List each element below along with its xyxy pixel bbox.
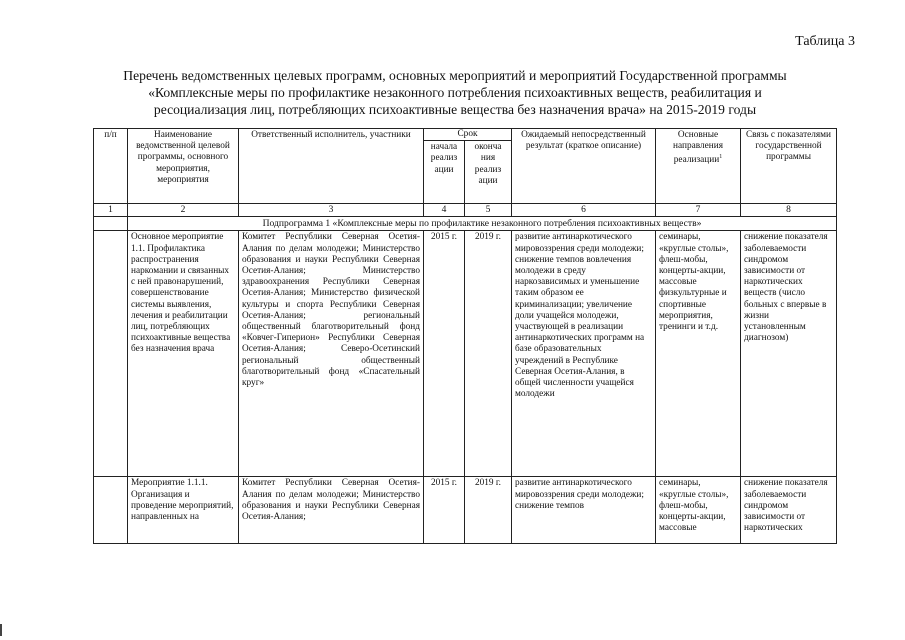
scan-edge-mark: [0, 624, 2, 636]
row-directions: семинары, «круглые столы», флеш-мобы, концерты-акции, массовые: [656, 477, 741, 544]
column-number: 7: [656, 204, 741, 217]
title-line-2: «Комплексные меры по профилактике незаконного потребления психоактивных веществ, реабилитация и: [148, 85, 762, 100]
header-num: п/п: [94, 129, 128, 204]
header-end: оконча ния реализ ации: [465, 141, 512, 204]
column-number: 1: [94, 204, 128, 217]
row-result: развитие антинаркотического мировоззрения среди молодежи; снижение темпов вовлечения молодежи в среду наркозависимых и уменьшение таким образом ее криминализации; увеличение доли учащейся молодежи, участвующей в реализации антинаркотических программ на базе образовательных учреждений в Республике Северная Осетия-Алания, в общей численности учащейся молодежи: [512, 231, 656, 477]
column-number: 2: [128, 204, 239, 217]
header-start: начала реализ ации: [424, 141, 465, 204]
header-row-1: [94, 129, 837, 141]
row-num: [94, 231, 128, 477]
row-end: 2019 г.: [465, 477, 512, 544]
subprogram-num-cell: [94, 217, 128, 231]
column-numbers-row: [94, 204, 837, 217]
header-link: Связь с показателями государственной программы: [741, 129, 837, 204]
row-name: Основное мероприятие 1.1. Профилактика распространения наркомании и связанных с ней правонарушений, совершенствование системы выявления, лечения и реабилитации лиц, потребляющих психоактивные вещества без назначения врача: [128, 231, 239, 477]
title-line-1: Перечень ведомственных целевых программ, основных мероприятий и мероприятий Государственной программы: [123, 68, 787, 83]
header-result: Ожидаемый непосредственный результат (краткое описание): [512, 129, 656, 204]
header-term: Срок: [424, 129, 512, 141]
row-end: 2019 г.: [465, 231, 512, 477]
column-number: 5: [465, 204, 512, 217]
header-executor: Ответственный исполнитель, участники: [239, 129, 424, 204]
row-start: 2015 г.: [424, 231, 465, 477]
row-num: [94, 477, 128, 544]
row-start: 2015 г.: [424, 477, 465, 544]
column-number: 8: [741, 204, 837, 217]
table-row: [94, 231, 837, 477]
column-number: 4: [424, 204, 465, 217]
row-link: снижение показателя заболеваемости синдромом зависимости от наркотических веществ (число больных с впервые в жизни установленным диагнозом): [741, 231, 837, 477]
column-number: 6: [512, 204, 656, 217]
subprogram-row: [94, 217, 837, 231]
header-name: Наименование ведомственной целевой программы, основного мероприятия, мероприятия: [128, 129, 239, 204]
table-label: Таблица 3: [795, 34, 855, 49]
row-name: Мероприятие 1.1.1. Организация и проведение мероприятий, направленных на: [128, 477, 239, 544]
row-executor: Комитет Республики Северная Осетия-Алания по делам молодежи; Министерство образования и науки Республики Северная Осетия-Алания;: [239, 477, 424, 544]
row-directions: семинары, «круглые столы», флеш-мобы, концерты-акции, массовые физкультурные и спортивные мероприятия, тренинги и т.д.: [656, 231, 741, 477]
subprogram-title: Подпрограмма 1 «Комплексные меры по профилактике незаконного потребления психоактивных веществ»: [128, 217, 837, 231]
title-line-3: ресоциализация лиц, потребляющих психоактивные вещества без назначения врача» на 2015-2019 годы: [153, 102, 757, 117]
document-title: [60, 67, 850, 118]
row-result: развитие антинаркотического мировоззрения среди молодежи; снижение темпов: [512, 477, 656, 544]
header-directions: [656, 129, 741, 204]
column-number: 3: [239, 204, 424, 217]
header-directions-text: Основные направления реализации: [673, 130, 723, 166]
footnote-mark: 1: [719, 154, 723, 161]
row-link: снижение показателя заболеваемости синдромом зависимости от наркотических: [741, 477, 837, 544]
row-executor: Комитет Республики Северная Осетия-Алания по делам молодежи; Министерство образования и науки Республики Северная Осетия-Алания; Министерство здравоохранения Республики Северная Осетия-Алания; Министерство физической культуры и спорта Республики Северная Осетия-Алания; региональный общественный благотворительный фонд «Ковчег-Гиперион» Республики Северная Осетия-Алания; Северо-Осетинский региональный общественный благотворительный фонд «Спасательный круг»: [239, 231, 424, 477]
programs-table: [93, 128, 837, 544]
table-row: [94, 477, 837, 544]
